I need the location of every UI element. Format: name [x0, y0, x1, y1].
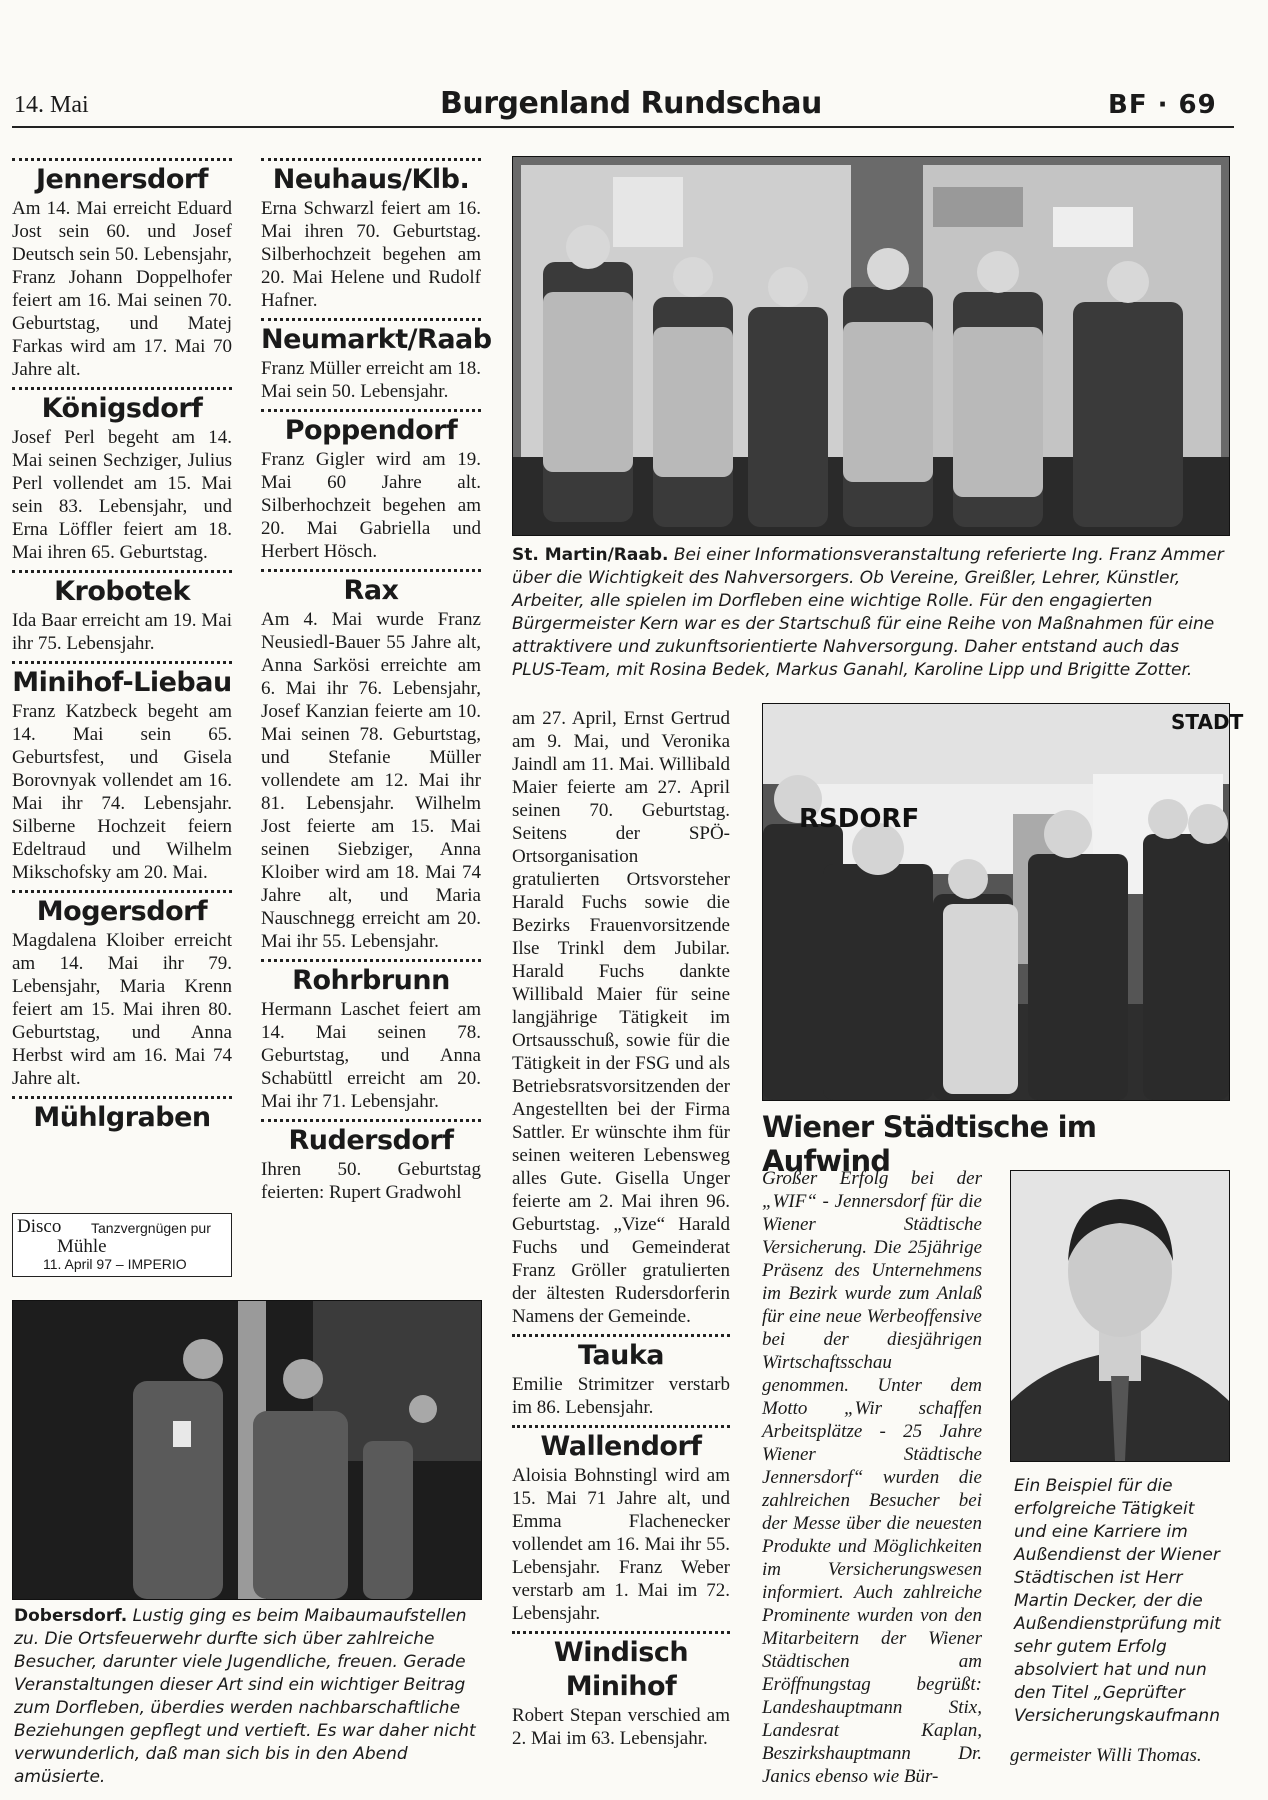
photo-dobersdorf-illustration	[13, 1301, 481, 1599]
article-headline: Wiener Städtische im Aufwind	[762, 1110, 1097, 1178]
photo-wiener-staedtische-booth	[762, 703, 1244, 1101]
section-text: Magdalena Kloiber erreicht am 14. Mai ihr 79. Lebensjahr, Maria Krenn feiert am 15. Mai ihren 80. Geburtstag, und Anna Herbst wird am 16. Mai 74 Jahre alt.	[12, 930, 232, 1089]
caption-st-martin	[512, 544, 1228, 682]
section-divider	[512, 1425, 730, 1428]
disco-venue: Mühle	[57, 1236, 107, 1257]
section-divider	[261, 569, 481, 572]
section-text: Am 4. Mai wurde Franz Neusiedl-Bauer 55 Jahre alt, Anna Sarkösi erreichte am 6. Mai ihr 76. Lebensjahr, Josef Kanzian feierte am 10. Mai seinen 78. Geburtstag, und Stefanie Müller vollendete am 12. Mai ihr 81. Lebensjahr. Wilhelm Jost feierte am 15. Mai seinen Siebziger, Anna Kloiber wird am 18. Mai 74 Jahre alt, und Maria Nauschnegg erreicht am 20. Mai ihr 55. Lebensjahr.	[261, 609, 481, 952]
section-heading: Rudersdorf	[288, 1125, 454, 1156]
section-heading: Jennersdorf	[36, 164, 208, 195]
photo-st-martin-group	[512, 156, 1230, 536]
booth-sign-top: STADT	[1171, 710, 1244, 734]
disco-tagline: Tanzvergnügen pur	[91, 1220, 211, 1236]
section-heading: Tauka	[577, 1340, 665, 1371]
caption-dobersdorf	[14, 1605, 480, 1789]
section-divider	[12, 661, 232, 664]
section-divider	[12, 1096, 232, 1099]
section-divider	[12, 890, 232, 893]
column-3	[512, 707, 730, 1750]
photo-dobersdorf-maibaum	[12, 1300, 482, 1600]
continued-text: am 27. April, Ernst Gertrud am 9. Mai, und Veronika Jaindl am 11. Mai. Willibald Maier feierte am 27. April seinen 70. Geburtstag. Seitens der SPÖ-Ortsorganisation gratulierten Ortsvorsteher Harald Fuchs sowie die Bezirks Frauenvorsitzende Ilse Trinkl dem Jubilar. Harald Fuchs dankte Willibald Maier für seine langjährige Tätigkeit im Ortsausschuß, sowie für die Tätigkeit in der FSG und als Betriebsratsvorsitzenden der Angestellten bei der Firma Sattler. Er wünschte ihm für seinen weiteren Lebensweg alles Gute. Gisella Unger feierte am 2. Mai ihren 96. Geburtstag. „Vize“ Harald Fuchs und Gemeinderat Franz Gröller gratulierten der ältesten Rudersdorferin Namens der Gemeinde.	[512, 708, 730, 1327]
section-heading: Poppendorf	[284, 415, 458, 446]
page-number: BF · 69	[1108, 90, 1217, 120]
section-heading: Neuhaus/Klb.	[272, 164, 470, 195]
section-divider	[512, 1334, 730, 1337]
section-text: Emilie Strimitzer verstarb im 86. Lebensjahr.	[512, 1374, 730, 1418]
section-divider	[261, 959, 481, 962]
disco-date: 11. April 97 – IMPERIO	[43, 1256, 187, 1272]
section-heading: Neumarkt/Raab	[261, 324, 492, 355]
column-1	[12, 152, 232, 1135]
section-text: Ida Baar erreicht am 19. Mai ihr 75. Lebensjahr.	[12, 610, 232, 654]
publication-title: Burgenland Rundschau	[440, 86, 822, 121]
section-text: Robert Stepan verschied am 2. Mai im 63. Lebensjahr.	[512, 1705, 730, 1749]
section-text: Erna Schwarzl feiert am 16. Mai ihren 70. Geburtstag. Silberhochzeit begehen am 20. Mai Helene und Rudolf Hafner.	[261, 198, 481, 311]
section-text: Hermann Laschet feiert am 14. Mai seinen 78. Geburtstag, und Anna Schabüttl erreicht am 20. Mai ihr 71. Lebensjahr.	[261, 999, 481, 1112]
column-2	[261, 152, 492, 1204]
section-heading: Rohrbrunn	[292, 965, 450, 996]
caption-place: St. Martin/Raab.	[512, 545, 669, 565]
section-text: Franz Müller erreicht am 18. Mai sein 50. Lebensjahr.	[261, 358, 481, 402]
caption-place: Dobersdorf.	[14, 1606, 128, 1626]
photo-booth-illustration	[763, 704, 1229, 1100]
section-divider	[261, 1119, 481, 1122]
section-divider	[512, 1631, 730, 1634]
section-divider	[12, 570, 232, 573]
disco-ad-box	[12, 1213, 232, 1277]
caption-portrait: Ein Beispiel für die erfolgreiche Tätigkeit und eine Karriere im Außendienst der Wiener Städtischen ist Herr Martin Decker, der die Außendienstprüfung mit sehr gutem Erfolg absolviert hat und nun den Titel „Geprüfter Versicherungskaufmann	[1014, 1476, 1221, 1726]
section-text: Aloisia Bohnstingl wird am 15. Mai 71 Jahre alt, und Emma Flachenecker vollendet am 16. Mai ihr 55. Lebensjahr. Franz Weber verstarb am 1. Mai im 72. Lebensjahr.	[512, 1465, 730, 1624]
header-rule	[12, 126, 1234, 128]
section-text: Am 14. Mai erreicht Eduard Jost sein 60. und Josef Deutsch sein 50. Lebensjahr, Franz Johann Doppelhofer feiert am 16. Mai seinen 70. Geburtstag, und Matej Farkas wird am 17. Mai 70 Jahre alt.	[12, 198, 232, 380]
section-divider	[261, 318, 481, 321]
photo-st-martin-illustration	[513, 157, 1229, 535]
section-divider	[261, 409, 481, 412]
caption-text: Bei einer Informationsveranstaltung referierte Ing. Franz Ammer über die Wichtigkeit des Nahversorgers. Ob Vereine, Greißler, Lehrer, Künstler, Arbeiter, alle spielen im Dorfleben eine wichtige Rolle. Für den engagierten Bürgermeister Kern war es der Startschuß für eine Reihe von Maßnahmen für eine attraktivere und zukunftsorientierte Nahversorgung. Daher entstand auch das PLUS-Team, mit Rosina Bedek, Markus Ganahl, Karoline Lipp und Brigitte Zotter.	[512, 545, 1224, 680]
portrait-illustration	[1011, 1171, 1229, 1461]
section-divider	[261, 158, 481, 161]
article-body: Großer Erfolg bei der „WIF“ - Jennersdorf für die Wiener Städtische Versicherung. Die 25jährige Präsenz des Unternehmens im Bezirk wurde zum Anlaß für eine neue Werbeoffensive bei der diesjährigen Wirtschaftsschau genommen. Unter dem Motto „Wir schaffen Arbeitsplätze - 25 Jahre Wiener Städtische Jennersdorf“ wurden die zahlreichen Besucher bei der Messe über die neuesten Produkte und Möglichkeiten im Versicherungswesen informiert. Auch zahlreiche Prominente wurden von den Mitarbeitern der Wiener Städtischen am Eröffnungstag begrüßt: Landeshauptmann Stix, Landesrat Kaplan, Beszirkshauptmann Dr. Janics ebenso wie Bür-	[762, 1168, 982, 1787]
caption-text: Lustig ging es beim Maibaumaufstellen zu. Die Ortsfeuerwehr durfte sich über zahlreiche Besucher, darunter viele Jugendliche, freuen. Gerade Veranstaltungen dieser Art sind ein wichtiger Beitrag zum Dorfleben, überdies werden nachbarschaftliche Beziehungen gepflegt und vertieft. Es war daher nicht verwunderlich, daß man sich bis in den Abend amüsierte.	[14, 1606, 476, 1787]
booth-sign-left: RSDORF	[799, 804, 920, 834]
section-heading: Rax	[343, 575, 399, 606]
page-date: 14. Mai	[14, 92, 89, 118]
section-heading: Windisch Minihof	[553, 1637, 689, 1702]
section-text: Franz Katzbeck begeht am 14. Mai sein 65. Geburtsfest, und Gisela Borovnyak vollendet am 16. Mai ihr 74. Lebensjahr. Silberne Hochzeit feiern Edeltraud und Wilhelm Mikschofsky am 20. Mai.	[12, 701, 232, 883]
section-heading: Königsdorf	[41, 393, 203, 424]
article-body-end: germeister Willi Thomas.	[1010, 1745, 1202, 1766]
section-heading: Mogersdorf	[36, 896, 208, 927]
photo-portrait-martin-decker	[1010, 1170, 1230, 1462]
section-heading: Wallendorf	[540, 1431, 702, 1462]
section-text: Ihren 50. Geburtstag feierten: Rupert Gradwohl	[261, 1159, 481, 1203]
section-heading: Minihof-Liebau	[12, 667, 232, 698]
section-text: Franz Gigler wird am 19. Mai 60 Jahre alt. Silberhochzeit begehen am 20. Mai Gabriella und Herbert Hösch.	[261, 449, 481, 562]
section-divider	[12, 158, 232, 161]
section-text: Josef Perl begeht am 14. Mai seinen Sechziger, Julius Perl vollendet am 15. Mai sein 83. Lebensjahr, und Erna Löffler feiert am 18. Mai ihren 65. Geburtstag.	[12, 427, 232, 563]
section-heading: Krobotek	[54, 576, 190, 607]
section-divider	[12, 387, 232, 390]
disco-label: Disco	[17, 1216, 62, 1237]
section-heading: Mühlgraben	[33, 1102, 211, 1133]
